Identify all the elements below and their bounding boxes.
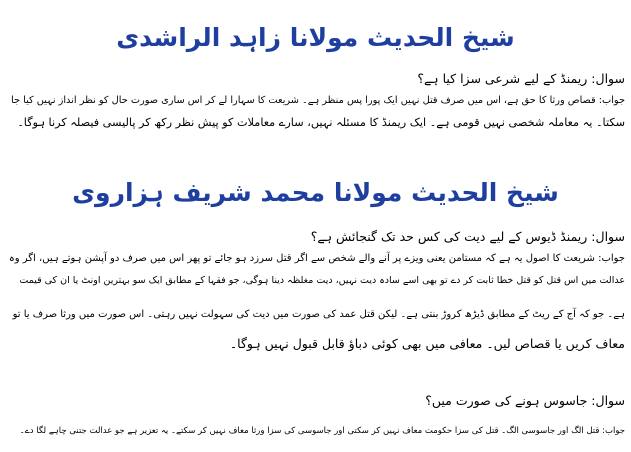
section-2-heading: شیخ الحدیث مولانا محمد شریف ہزاروی [72, 178, 559, 207]
section-1-answer-line-1: جواب: قصاص ورثا کا حق ہے، اس میں صرف قتل نہیں ایک پورا پس منظر ہے۔ شریعت کا سہارا لے کر اس ساری صورت حال کو نظر انداز نہیں کیا جا [11, 95, 625, 106]
section-1-answer-line-2: سکتا۔ یہ معاملہ شخصی نہیں قومی ہے۔ ایک ریمنڈ کا مسئلہ نہیں، سارے معاملات کو پیش نظر رکھ کر پالیسی فیصلہ کرنا ہوگا۔ [17, 116, 625, 129]
section-2-question-2: سوال: جاسوس ہونے کی صورت میں؟ [425, 393, 625, 408]
section-2-question: سوال: ریمنڈ ڈیوس کے لیے دیت کی کس حد تک گنجائش ہے؟ [310, 229, 625, 244]
section-1-question: سوال: ریمنڈ کے لیے شرعی سزا کیا ہے؟ [417, 71, 625, 86]
section-2-answer-line-1: جواب: شریعت کا اصول یہ ہے کہ مستامن یعنی ویزے پر آنے والے شخص سے اگر قتل سرزد ہو جائے تو پھر اس میں صرف دو آپشن ہوتے ہیں، اگر وہ [8, 253, 625, 264]
section-2-answer-line-3: ہے۔ جو کہ آج کے ریٹ کے مطابق ڈیڑھ کروڑ بنتی ہے۔ لیکن قتل عمد کی صورت میں دیت کی سہولت نہیں رہتی۔ اس صورت میں ورثا صرف یا تو [12, 309, 625, 320]
section-2-answer-line-4: معاف کریں یا قصاص لیں۔ معافی میں بھی کوئی دباؤ قابل قبول نہیں ہوگا۔ [229, 336, 625, 351]
section-2-answer-line-2: عدالت میں اس قتل کو قتل خطا ثابت کر دے تو بھی اسے سادہ دیت نہیں، دیت مغلظہ دینا ہوگی، جو فقہا کے مطابق ایک سو بہترین اونٹ یا ان کی قیمت [19, 275, 625, 286]
section-2-answer-2: جواب: قتل الگ اور جاسوسی الگ۔ قتل کی سزا حکومت معاف نہیں کر سکتی اور جاسوسی کی سزا ورثا معاف نہیں کر سکتے۔ یہ تعزیر ہے جو عدالت جتنی چاہے لگا دے۔ [19, 426, 625, 436]
section-1-heading: شیخ الحدیث مولانا زاہد الراشدی [116, 23, 515, 52]
